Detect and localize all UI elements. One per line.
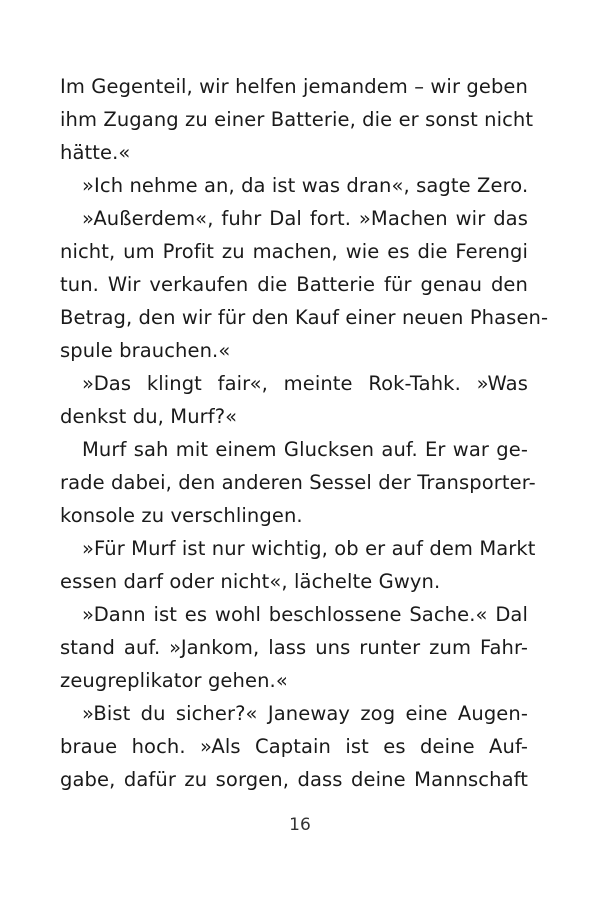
- text-line: »Für Murf ist nur wichtig, ob er auf dem Markt: [82, 537, 536, 560]
- text-line: »Ich nehme an, da ist was dran«, sagte Zero.: [82, 174, 529, 197]
- text-line: Murf sah mit einem Glucksen auf. Er war ge-: [82, 438, 528, 461]
- text-line: zeugreplikator gehen.«: [60, 669, 288, 692]
- text-line: »Außerdem«, fuhr Dal fort. »Machen wir das: [82, 207, 528, 230]
- text-line: hätte.«: [60, 141, 131, 164]
- text-line: stand auf. »Jankom, lass uns runter zum Fahr-: [60, 636, 528, 659]
- text-line: spule brauchen.«: [60, 339, 231, 362]
- text-line: Betrag, den wir für den Kauf einer neuen Phasen-: [60, 306, 549, 329]
- text-line: nicht, um Profit zu machen, wie es die Ferengi: [60, 240, 528, 263]
- text-line: essen darf oder nicht«, lächelte Gwyn.: [60, 570, 441, 593]
- text-line: ihm Zugang zu einer Batterie, die er sonst nicht: [60, 108, 534, 131]
- page-number: 16: [289, 815, 311, 835]
- text-line: »Dann ist es wohl beschlossene Sache.« Dal: [82, 603, 528, 626]
- text-line: denkst du, Murf?«: [60, 405, 238, 428]
- text-line: »Bist du sicher?« Janeway zog eine Augen-: [82, 702, 528, 725]
- text-line: braue hoch. »Als Captain ist es deine Auf-: [60, 735, 528, 758]
- text-line: rade dabei, den anderen Sessel der Transporter-: [60, 471, 536, 494]
- text-line: gabe, dafür zu sorgen, dass deine Mannschaft: [60, 768, 528, 791]
- text-line: tun. Wir verkaufen die Batterie für genau den: [60, 273, 528, 296]
- text-line: Im Gegenteil, wir helfen jemandem – wir geben: [60, 75, 528, 98]
- text-line: konsole zu verschlingen.: [60, 504, 303, 527]
- text-line: »Das klingt fair«, meinte Rok-Tahk. »Was: [82, 372, 528, 395]
- body-text: [60, 70, 549, 796]
